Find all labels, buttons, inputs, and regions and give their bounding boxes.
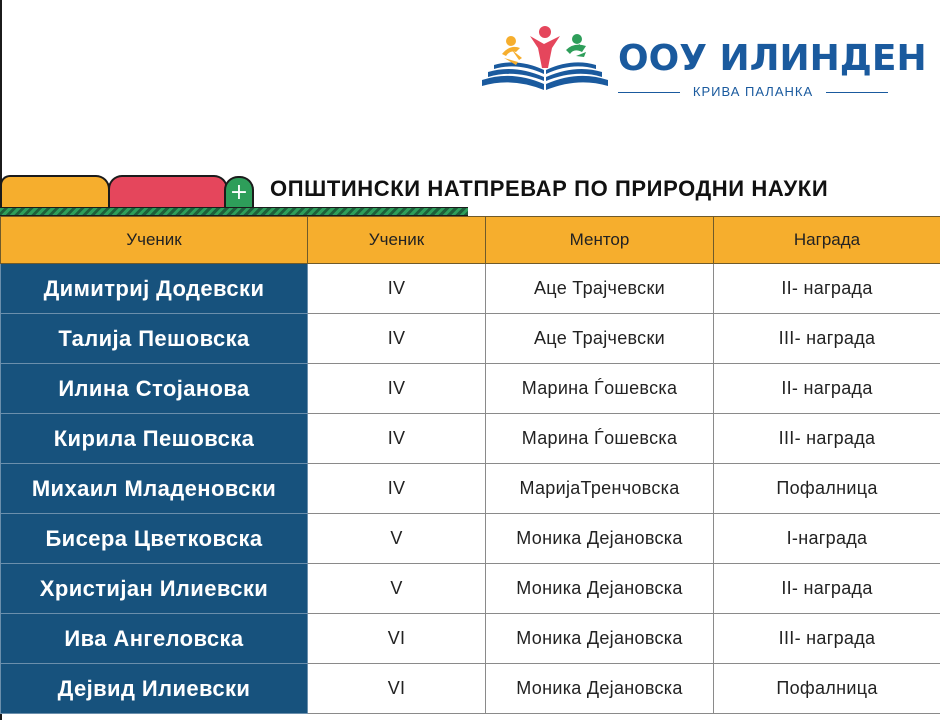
mentor-cell: Моника Дејановска — [486, 514, 714, 564]
page-title: ОПШТИНСКИ НАТПРЕВАР ПО ПРИРОДНИ НАУКИ — [270, 176, 829, 201]
table-row — [1, 414, 940, 464]
table-row — [1, 264, 940, 314]
award-cell: III- награда — [714, 314, 940, 364]
decorative-stripe — [0, 207, 468, 216]
award-cell: Пофалница — [714, 664, 940, 714]
logo-rule-right — [826, 92, 888, 93]
student-name: Христијан Илиевски — [1, 564, 308, 614]
student-name: Бисера Цветковска — [1, 514, 308, 564]
table-row — [1, 464, 940, 514]
award-cell: I-награда — [714, 514, 940, 564]
table-row — [1, 514, 940, 564]
decorative-tab-orange — [0, 175, 110, 211]
grade-cell: IV — [308, 264, 486, 314]
student-name: Ива Ангеловска — [1, 614, 308, 664]
table-header-row — [1, 217, 940, 264]
plus-tab-icon: + — [224, 176, 254, 210]
school-logo — [478, 22, 928, 102]
mentor-cell: Моника Дејановска — [486, 614, 714, 664]
header-student: Ученик — [1, 217, 308, 264]
award-cell: III- награда — [714, 414, 940, 464]
header-award: Награда — [714, 217, 940, 264]
award-cell: III- награда — [714, 614, 940, 664]
header-mentor: Ментор — [486, 217, 714, 264]
grade-cell: VI — [308, 664, 486, 714]
award-cell: II- награда — [714, 264, 940, 314]
results-table — [0, 216, 940, 714]
student-name: Кирила Пешовска — [1, 414, 308, 464]
logo-city: КРИВА ПАЛАНКА — [692, 84, 814, 99]
decorative-tab-red — [108, 175, 228, 211]
logo-subline — [618, 84, 888, 100]
mentor-cell: Моника Дејановска — [486, 564, 714, 614]
table-row — [1, 564, 940, 614]
table-row — [1, 314, 940, 364]
logo-school-name: ООУ ИЛИНДЕН — [618, 38, 927, 79]
mentor-cell: Марина Ѓошевска — [486, 364, 714, 414]
student-name: Михаил Младеновски — [1, 464, 308, 514]
mentor-cell: Марина Ѓошевска — [486, 414, 714, 464]
grade-cell: VI — [308, 614, 486, 664]
table-row — [1, 664, 940, 714]
mentor-cell: Моника Дејановска — [486, 664, 714, 714]
table-row — [1, 364, 940, 414]
grade-cell: IV — [308, 414, 486, 464]
grade-cell: V — [308, 514, 486, 564]
student-name: Димитриј Додевски — [1, 264, 308, 314]
mentor-cell: МаријаТренчовска — [486, 464, 714, 514]
award-cell: II- награда — [714, 364, 940, 414]
student-name: Илина Стојанова — [1, 364, 308, 414]
award-cell: II- награда — [714, 564, 940, 614]
award-cell: Пофалница — [714, 464, 940, 514]
header-grade: Ученик — [308, 217, 486, 264]
mentor-cell: Аце Трајчевски — [486, 264, 714, 314]
student-name: Дејвид Илиевски — [1, 664, 308, 714]
grade-cell: IV — [308, 314, 486, 364]
mentor-cell: Аце Трајчевски — [486, 314, 714, 364]
open-book-logo-icon — [478, 22, 613, 97]
grade-cell: V — [308, 564, 486, 614]
table-row — [1, 614, 940, 664]
grade-cell: IV — [308, 464, 486, 514]
student-name: Талија Пешовска — [1, 314, 308, 364]
grade-cell: IV — [308, 364, 486, 414]
